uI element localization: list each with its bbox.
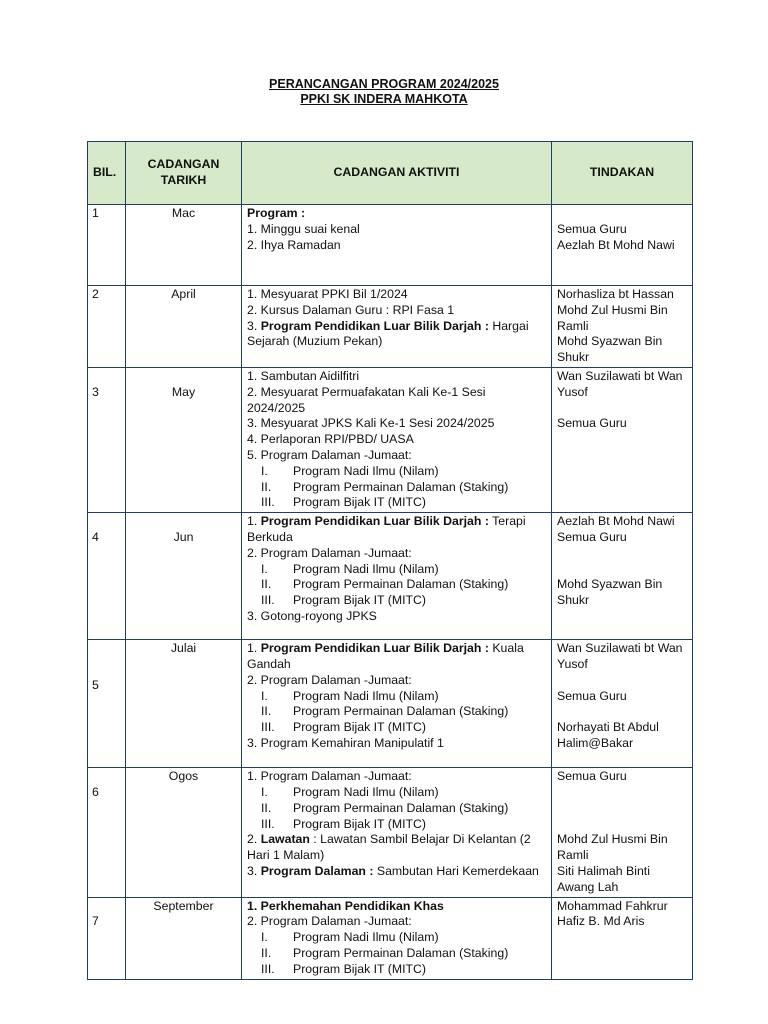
row-action	[552, 205, 693, 286]
table-row	[88, 897, 693, 979]
activity-item: 2. Program Dalaman -Jumaat:	[247, 545, 412, 560]
row-number: 3	[88, 367, 126, 512]
header-bil: BIL.	[88, 142, 126, 205]
program-label: Program :	[247, 206, 306, 220]
activity-item: 3. Program Pendidikan Luar Bilik Darjah : Hargai Sejarah (Muzium Pekan)	[247, 318, 529, 349]
activity-item: 1. Perkhemahan Pendidikan Khas	[247, 898, 444, 913]
row-date: May	[126, 367, 242, 512]
row-date: September	[126, 897, 242, 979]
row-activity	[242, 640, 552, 768]
header-tarikh-label: CADANGAN TARIKH	[147, 157, 220, 187]
sub-item: II. Program Permainan Dalaman (Staking)	[261, 577, 509, 592]
row-date: Jun	[126, 513, 242, 640]
row-activity	[242, 897, 552, 979]
row-number: 1	[88, 205, 126, 286]
action-person: Mohammad Fahkrur Hafiz B. Md Aris	[557, 898, 668, 929]
activity-item: 1. Minggu suai kenal	[247, 221, 360, 236]
activity-item: 4. Perlaporan RPI/PBD/ UASA	[247, 432, 414, 447]
action-person: Semua Guru	[557, 769, 627, 784]
activity-item: 3. Mesyuarat JPKS Kali Ke-1 Sesi 2024/2025	[247, 416, 495, 431]
sub-item: I. Program Nadi Ilmu (Nilam)	[261, 784, 439, 799]
row-action	[552, 897, 693, 979]
row-date: Mac	[126, 205, 242, 286]
sub-item: I. Program Nadi Ilmu (Nilam)	[261, 930, 439, 945]
activity-item: 3. Program Kemahiran Manipulatif 1	[247, 735, 444, 750]
action-person: Norhasliza bt Hassan	[557, 287, 674, 301]
activity-item: 2. Program Dalaman -Jumaat:	[247, 672, 412, 687]
action-person: Semua Guru	[557, 688, 627, 703]
row-action	[552, 768, 693, 897]
row-number: 7	[88, 897, 126, 979]
action-person: Wan Suzilawati bt Wan Yusof	[557, 368, 683, 399]
sub-item: III. Program Bijak IT (MITC)	[261, 816, 427, 831]
table-header-row	[88, 142, 693, 205]
activity-item: 1. Mesyuarat PPKI Bil 1/2024	[247, 287, 408, 301]
activity-item: 2. Ihya Ramadan	[247, 237, 341, 252]
sub-item: II. Program Permainan Dalaman (Staking)	[261, 479, 509, 494]
row-action	[552, 367, 693, 512]
row-action	[552, 286, 693, 368]
row-activity	[242, 286, 552, 368]
row-number: 6	[88, 768, 126, 897]
header-tindakan: TINDAKAN	[552, 142, 693, 205]
activity-item: 2. Lawatan : Lawatan Sambil Belajar Di Kelantan (2 Hari 1 Malam)	[247, 832, 531, 863]
table-row	[88, 286, 693, 368]
activity-item: 2. Program Dalaman -Jumaat:	[247, 914, 412, 929]
row-activity	[242, 205, 552, 286]
document-subtitle: PPKI SK INDERA MAHKOTA	[300, 92, 468, 106]
action-person: Aezlah Bt Mohd Nawi	[557, 514, 675, 529]
activity-item: 3. Program Dalaman : Sambutan Hari Kemerdekaan	[247, 863, 539, 878]
sub-item: II. Program Permainan Dalaman (Staking)	[261, 945, 509, 960]
activity-item: 1. Program Pendidikan Luar Bilik Darjah : Kuala Gandah	[247, 641, 524, 671]
sub-item: III. Program Bijak IT (MITC)	[261, 720, 427, 735]
action-person: Mohd Zul Husmi Bin Ramli	[557, 832, 668, 863]
sub-item: III. Program Bijak IT (MITC)	[261, 593, 427, 608]
action-person: Mohd Syazwan Bin Shukr	[557, 334, 663, 365]
action-person: Semua Guru	[557, 221, 627, 236]
row-number: 2	[88, 286, 126, 368]
action-person: Mohd Zul Husmi Bin Ramli	[557, 302, 668, 333]
action-person: Aezlah Bt Mohd Nawi	[557, 237, 675, 252]
header-tarikh	[126, 142, 242, 205]
activity-item: 3. Gotong-royong JPKS	[247, 608, 377, 623]
table-row	[88, 205, 693, 286]
action-person: Mohd Syazwan Bin Shukr	[557, 577, 663, 608]
row-number: 4	[88, 513, 126, 640]
table-row	[88, 367, 693, 512]
activity-item: 1. Program Dalaman -Jumaat:	[247, 769, 412, 784]
action-person: Norhayati Bt Abdul Halim@Bakar	[557, 720, 659, 750]
sub-item: I. Program Nadi Ilmu (Nilam)	[261, 688, 439, 703]
activity-item: 2. Kursus Dalaman Guru : RPI Fasa 1	[247, 302, 455, 317]
table-row	[88, 513, 693, 640]
sub-item: I. Program Nadi Ilmu (Nilam)	[261, 561, 439, 576]
header-aktiviti: CADANGAN AKTIVITI	[242, 142, 552, 205]
activity-item: 5. Program Dalaman -Jumaat:	[247, 447, 412, 462]
activity-item: 1. Program Pendidikan Luar Bilik Darjah : Terapi Berkuda	[247, 514, 526, 544]
row-date: Ogos	[126, 768, 242, 897]
activity-item: 1. Sambutan Aidilfitri	[247, 368, 360, 383]
sub-item: III. Program Bijak IT (MITC)	[261, 961, 427, 976]
table-row	[88, 768, 693, 897]
sub-item: I. Program Nadi Ilmu (Nilam)	[261, 463, 439, 478]
action-person: Semua Guru	[557, 416, 627, 431]
action-person: Wan Suzilawati bt Wan Yusof	[557, 641, 683, 671]
row-date: April	[126, 286, 242, 368]
row-number: 5	[88, 640, 126, 768]
row-activity	[242, 513, 552, 640]
table-row	[88, 640, 693, 768]
sub-item: II. Program Permainan Dalaman (Staking)	[261, 800, 509, 815]
activity-item: 2. Mesyuarat Permuafakatan Kali Ke-1 Sesi 2024/2025	[247, 384, 486, 415]
row-action	[552, 513, 693, 640]
sub-item: III. Program Bijak IT (MITC)	[261, 495, 427, 510]
row-activity	[242, 768, 552, 897]
row-activity	[242, 367, 552, 512]
sub-item: II. Program Permainan Dalaman (Staking)	[261, 704, 509, 719]
document-title: PERANCANGAN PROGRAM 2024/2025	[269, 77, 499, 91]
row-action	[552, 640, 693, 768]
action-person: Siti Halimah Binti Awang Lah	[557, 863, 650, 894]
row-date: Julai	[126, 640, 242, 768]
action-person: Semua Guru	[557, 529, 627, 544]
program-table	[87, 141, 693, 980]
